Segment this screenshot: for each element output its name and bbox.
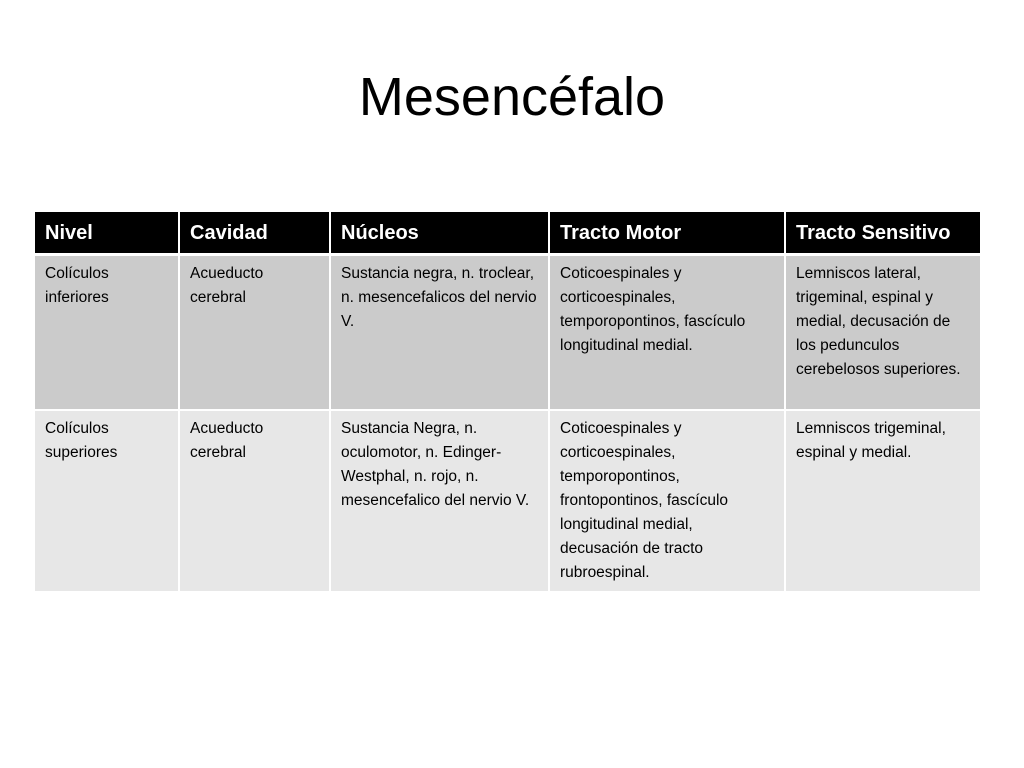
- cell-tracto-motor: Coticoespinales y corticoespinales, temporopontinos, frontopontinos, fascículo longitudinal medial, decusación de tracto rubroespinal.: [549, 410, 785, 592]
- slide-title: Mesencéfalo: [358, 67, 666, 127]
- cell-tracto-sensitivo: Lemniscos trigeminal, espinal y medial.: [785, 410, 980, 592]
- cell-tracto-sensitivo: Lemniscos lateral, trigeminal, espinal y medial, decusación de los pedunculos cerebelosos superiores.: [785, 255, 980, 411]
- cell-nucleos: Sustancia negra, n. troclear, n. mesencefalicos del nervio V.: [330, 255, 549, 411]
- header-cavidad: Cavidad: [179, 212, 330, 255]
- cell-tracto-motor: Coticoespinales y corticoespinales, temporopontinos, fascículo longitudinal medial.: [549, 255, 785, 411]
- header-nucleos: Núcleos: [330, 212, 549, 255]
- header-tracto-motor: Tracto Motor: [549, 212, 785, 255]
- cell-cavidad: Acueducto cerebral: [179, 410, 330, 592]
- table-header-row: [35, 212, 980, 255]
- table-container: [35, 212, 980, 593]
- table-row: [35, 255, 980, 411]
- cell-nivel: Colículos superiores: [35, 410, 179, 592]
- header-nivel: Nivel: [35, 212, 179, 255]
- table-row: [35, 410, 980, 592]
- cell-cavidad: Acueducto cerebral: [179, 255, 330, 411]
- mesencephalon-table: [35, 212, 980, 593]
- cell-nivel: Colículos inferiores: [35, 255, 179, 411]
- cell-nucleos: Sustancia Negra, n. oculomotor, n. Edinger-Westphal, n. rojo, n. mesencefalico del nervio V.: [330, 410, 549, 592]
- header-tracto-sensitivo: Tracto Sensitivo: [785, 212, 980, 255]
